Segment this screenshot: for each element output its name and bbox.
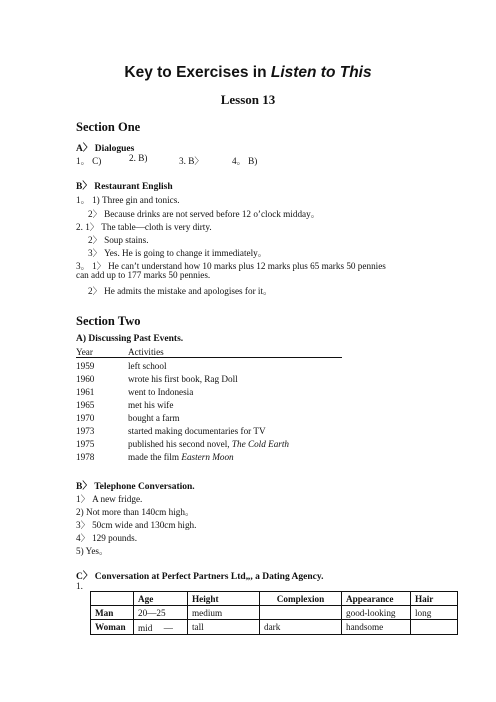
answer-line: 2) Not more than 140cm high。: [76, 507, 195, 517]
event-activity: left school: [128, 361, 167, 371]
table-header-cell: Complexion: [260, 592, 342, 606]
answer-4: 4。 B): [232, 156, 258, 166]
table-cell: good-looking: [342, 606, 411, 620]
answer-line: can add up to 177 marks 50 pennies.: [76, 270, 211, 280]
event-activity: started making documentaries for TV: [128, 426, 266, 436]
answer-line: 2〉 He admits the mistake and apologises for it。: [88, 286, 273, 296]
event-year: 1975: [76, 439, 95, 449]
answer-line: 2〉 Because drinks are not served before 12 o’clock midday。: [88, 209, 320, 219]
table-cell: handsome: [342, 620, 411, 635]
dialogues-label: A〉 Dialogues: [76, 144, 135, 154]
novel-title: The Cold Earth: [231, 439, 290, 449]
event-year: 1973: [76, 426, 95, 436]
event-year: 1959: [76, 361, 95, 371]
table-header-cell: Hair: [411, 592, 458, 606]
table-cell: 20—25: [134, 606, 188, 620]
event-year: 1978: [76, 452, 95, 462]
section-two-heading: Section Two: [76, 314, 141, 328]
answer-1: 1。 C): [76, 156, 102, 166]
table-header-cell: Appearance: [342, 592, 411, 606]
answer-line: 3〉 Yes. He is going to change it immediately。: [88, 248, 267, 258]
table-cell: medium: [188, 606, 260, 620]
table-header-cell: [91, 592, 134, 606]
table-cell: dark: [260, 620, 342, 635]
dating-agency-label: C〉 Conversation at Perfect Partners Ltd„, a Dating Agency.: [76, 572, 324, 582]
table-row: [91, 606, 458, 620]
document-title: Key to Exercises in Listen to This: [124, 64, 372, 81]
past-events-label: A) Discussing Past Events.: [76, 334, 184, 344]
answer-line: 4〉 129 pounds.: [76, 533, 137, 543]
event-activity-text: published his second novel,: [128, 439, 232, 449]
activities-column-header: Activities: [128, 347, 164, 357]
section-one-heading: Section One: [76, 120, 141, 134]
answer-line: 3〉 50cm wide and 130cm high.: [76, 520, 197, 530]
answer-line: 2〉 Soup stains.: [88, 235, 149, 245]
event-activity-text: made the film: [128, 452, 182, 462]
table-header-row: [91, 592, 458, 606]
event-year: 1965: [76, 400, 95, 410]
table-cell: Woman: [91, 620, 134, 635]
description-table: [90, 591, 458, 635]
event-year: 1961: [76, 387, 95, 397]
telephone-conversation-label: B〉 Telephone Conversation.: [76, 482, 195, 492]
event-activity: bought a farm: [128, 413, 180, 423]
event-year: 1970: [76, 413, 95, 423]
table-cell: long: [411, 606, 458, 620]
event-activity: wrote his first book, Rag Doll: [128, 374, 238, 384]
answer-line: 1〉 A new fridge.: [76, 494, 143, 504]
table-cell: mid —: [134, 620, 188, 635]
answer-3: 3. B〉: [179, 156, 204, 166]
table-cell: [260, 606, 342, 620]
table-cell: Man: [91, 606, 134, 620]
table-row: [91, 620, 458, 635]
answer-line: 3。 1〉 He can’t understand how 10 marks plus 12 marks plus 65 marks 50 pennies: [76, 261, 386, 271]
event-activity: [128, 439, 289, 449]
answer-line: 2. 1〉 The table—cloth is very dirty.: [76, 222, 212, 232]
event-activity: went to Indonesia: [128, 387, 194, 397]
table-cell: tall: [188, 620, 260, 635]
answer-line: 1。 1) Three gin and tonics.: [76, 195, 180, 205]
event-activity: [128, 452, 234, 462]
film-title: Eastern Moon: [181, 452, 234, 462]
table-header-cell: Age: [134, 592, 188, 606]
year-column-header: Year: [76, 347, 93, 357]
table-header-cell: Height: [188, 592, 260, 606]
answer-line: 5) Yes。: [76, 546, 109, 556]
event-year: 1960: [76, 374, 95, 384]
answer-2: 2. B): [129, 153, 148, 163]
restaurant-english-label: B〉 Restaurant English: [76, 182, 173, 192]
table-cell: [411, 620, 458, 635]
lesson-heading: Lesson 13: [220, 92, 276, 107]
question-number: 1.: [76, 581, 83, 591]
header-underline: [76, 357, 342, 358]
event-activity: met his wife: [128, 400, 174, 410]
